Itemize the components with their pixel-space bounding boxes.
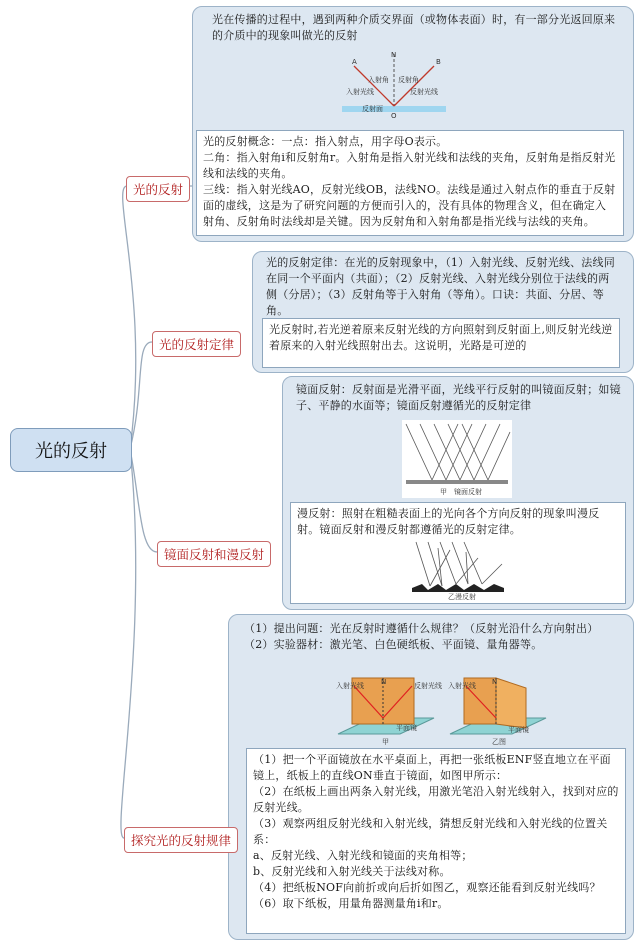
fig-label-n: N <box>391 51 397 59</box>
fig-incident-angle: 入射角 <box>368 76 389 84</box>
experiment-figure-jia <box>334 672 442 746</box>
specular-figure <box>402 420 512 498</box>
root-topic[interactable]: 光的反射 <box>10 428 132 472</box>
reflection-definition: 光在传播的过程中，遇到两种介质交界面（或物体表面）时，有一部分光返回原来的介质中的现象叫做光的反射 <box>212 13 616 42</box>
fig-surface: 反射面 <box>362 105 383 113</box>
fig-reflected-ray: 反射光线 <box>410 88 438 96</box>
jia-mirror-label: 平面镜 <box>396 724 417 732</box>
jia-reflected-label: 反射光线 <box>414 682 442 690</box>
branch-law[interactable]: 光的反射定律 <box>152 331 241 357</box>
reflection-figure <box>340 52 448 118</box>
branch-explore[interactable]: 探究光的反射规律 <box>124 827 238 853</box>
branch-specular[interactable]: 镜面反射和漫反射 <box>157 541 271 567</box>
link-to-law <box>130 342 152 449</box>
experiment-figure-yi <box>446 672 550 746</box>
fig-label-a: A <box>352 58 357 66</box>
law-reversible: 光反射时,若光逆着原来反射光线的方向照射到反射面上,则反射光线逆着原来的入射光线照射出去。这说明，光路是可逆的 <box>262 318 620 368</box>
reflection-concepts: 光的反射概念：一点：指入射点，用字母O表示。 二角：指入射角i和反射角r。入射角是指入射光线和法线的夹角，反射角是指反射光线和法线的夹角。 三线：指入射光线AO，反射光线OB，法线NO。法线是通过入射点作的垂直于反射面的虚线，这是为了研究问题的方便而引入的，没有具体的物理含义，但在确定入射角、反射角时法线却是关键。因为反射角和入射角都是指光线与法线的夹角。 <box>196 130 624 236</box>
fig-reflected-angle: 反射角 <box>398 76 419 84</box>
branch-reflection[interactable]: 光的反射 <box>126 176 190 202</box>
explore-question: （1）提出问题：光在反射时遵循什么规律？（反射光沿什么方向射出） （2）实验器材：激光笔、白色硬纸板、平面镜、量角器等。 <box>244 622 599 651</box>
jia-incident-label: 入射光线 <box>336 682 364 690</box>
explore-steps: （1）把一个平面镜放在水平桌面上，再把一张纸板ENF竖直地立在平面镜上，纸板上的直线ON垂直于镜面，如图甲所示： （2）在纸板上画出两条入射光线，用激光笔沿入射光线射入，找到对应的反射光线。 （3）观察两组反射光线和入射光线，猜想反射光线和入射光线的位置关系： a、反射光线、入射光线和镜面的夹角相等； b、反射光线和入射光线关于法线对称。 （4）把纸板NOF向前折或向后折如图乙，观察还能看到反射光线吗？ （6）取下纸板，用量角器测量角i和r。 <box>246 748 626 934</box>
diffuse-figure <box>406 538 510 600</box>
jia-caption: 甲 <box>382 738 389 746</box>
fig-label-b: B <box>436 58 441 66</box>
diffuse-text: 漫反射：照射在粗糙表面上的光向各个方向反射的现象叫漫反射。镜面反射和漫反射都遵循光的反射定律。 <box>290 502 626 604</box>
fig-label-o: O <box>391 112 397 120</box>
law-statement: 光的反射定律：在光的反射现象中，（1）入射光线、反射光线、法线同在同一个平面内（共面）；（2）反射光线、入射光线分别位于法线的两侧（分居）；（3）反射角等于入射角（等角）。口诀：共面、分居、等角。 <box>266 256 615 317</box>
yi-n-label: N <box>492 678 498 686</box>
link-to-reflection <box>123 186 136 449</box>
specular-text: 镜面反射：反射面是光滑平面，光线平行反射的叫镜面反射；如镜子、平静的水面等；镜面反射遵循光的反射定律 <box>296 383 621 412</box>
yi-mirror-label: 平面镜 <box>508 726 529 734</box>
yi-incident-label: 入射光线 <box>448 682 476 690</box>
jia-n-label: N <box>381 678 387 686</box>
diffuse-caption: 乙漫反射 <box>448 593 476 601</box>
link-to-explore <box>121 449 136 838</box>
yi-caption: 乙图 <box>492 738 506 746</box>
fig-incident-ray: 入射光线 <box>346 88 374 96</box>
specular-caption: 甲 镜面反射 <box>440 488 482 496</box>
